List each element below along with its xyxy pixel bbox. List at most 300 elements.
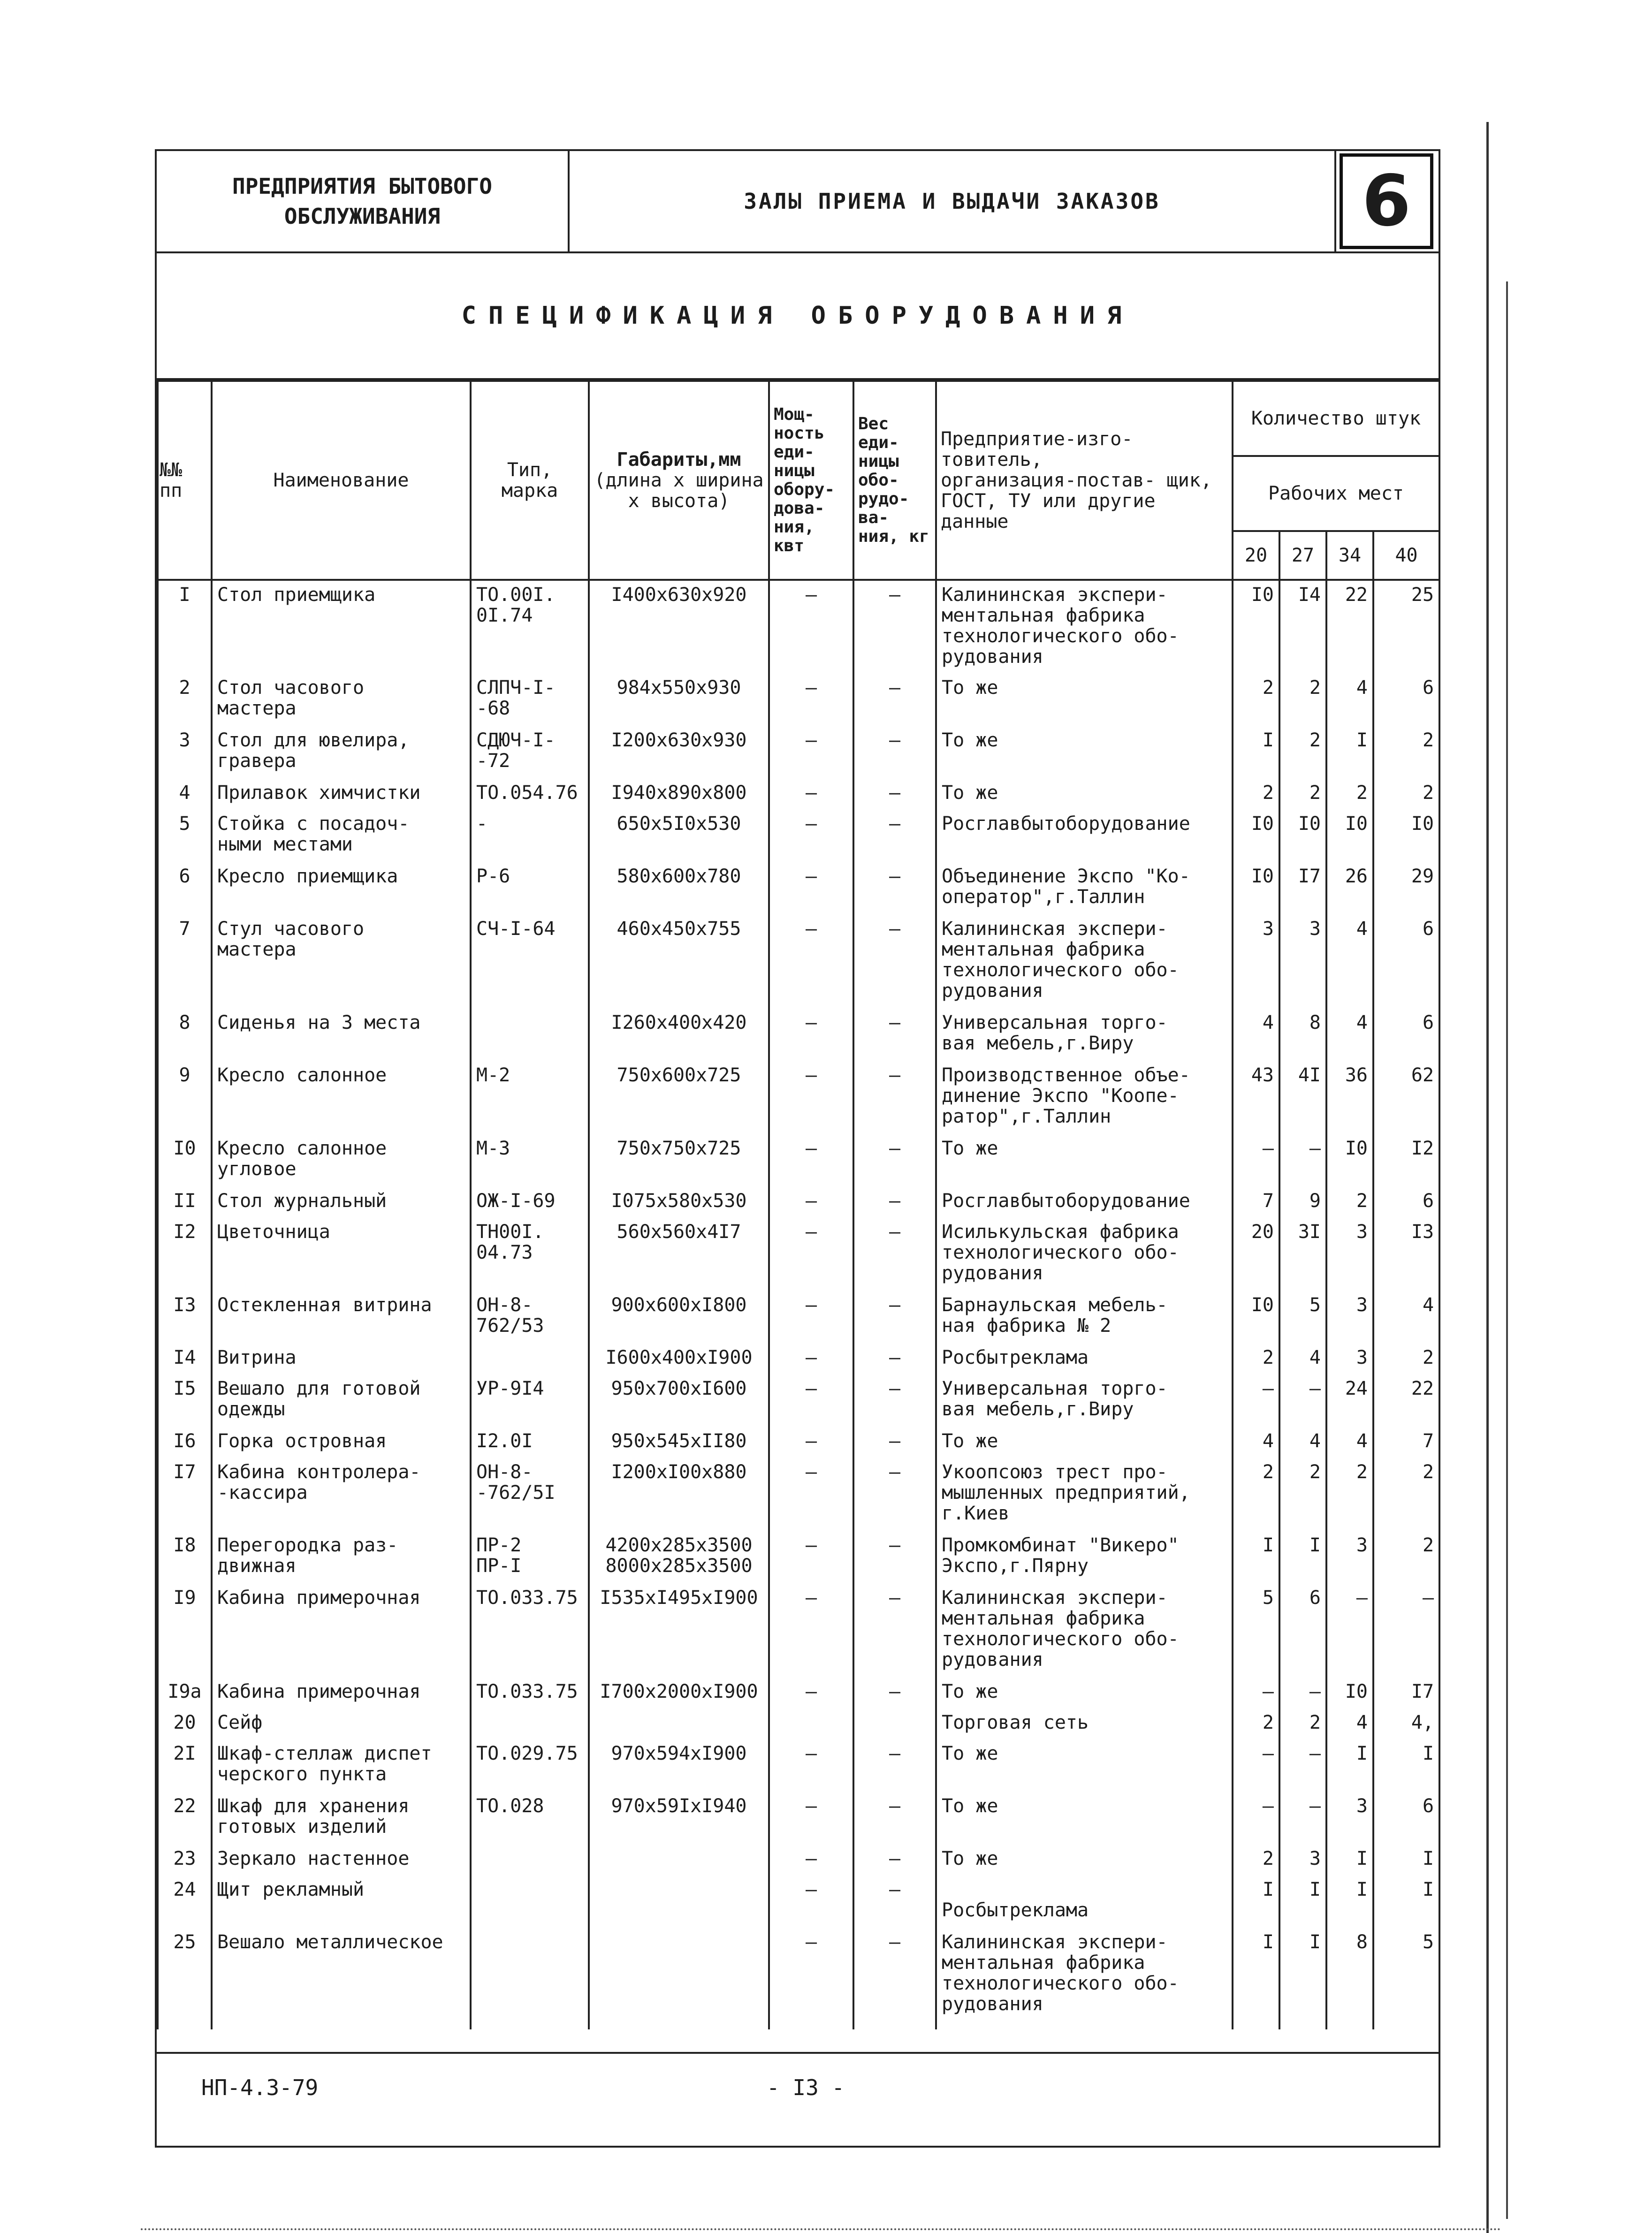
column-header-qty-34: 34 [1326, 531, 1373, 580]
equipment-dimensions: 580x600x780 [589, 862, 769, 915]
quantity-34: 8 [1326, 1928, 1373, 2022]
equipment-dimensions: 984x550x930 [589, 674, 769, 726]
quantity-34: 3 [1326, 1531, 1373, 1584]
equipment-name: Сейф [212, 1709, 471, 1739]
equipment-weight: – [853, 1009, 936, 1061]
table-row [158, 1792, 1439, 1845]
equipment-type [471, 1344, 589, 1375]
equipment-table-body [158, 580, 1439, 2029]
quantity-27: I [1279, 1928, 1326, 2022]
row-number: 25 [158, 1928, 212, 2022]
row-number: I2 [158, 1218, 212, 1291]
column-header-number: №№ пп [158, 381, 212, 580]
quantity-40: 6 [1373, 1187, 1439, 1218]
equipment-power: – [769, 1928, 853, 2022]
equipment-type: ПР-2 ПР-I [471, 1531, 589, 1584]
equipment-manufacturer: То же [936, 1427, 1233, 1458]
equipment-power [769, 1709, 853, 1739]
equipment-name: Стойка с посадоч- ными местами [212, 810, 471, 862]
equipment-manufacturer: Барнаульская мебель- ная фабрика № 2 [936, 1291, 1233, 1344]
quantity-20: 2 [1233, 1845, 1279, 1876]
row-number: I6 [158, 1427, 212, 1458]
equipment-manufacturer: Калининская экспери- ментальная фабрика технологического обо- рудования [936, 915, 1233, 1009]
quantity-40: 5 [1373, 1928, 1439, 2022]
equipment-weight: – [853, 1928, 936, 2022]
quantity-20: 4 [1233, 1427, 1279, 1458]
table-row [158, 1291, 1439, 1344]
equipment-name: Кресло салонное [212, 1061, 471, 1134]
quantity-27: 2 [1279, 1709, 1326, 1739]
page-number: - I3 - [767, 2075, 845, 2100]
table-row [158, 1876, 1439, 1928]
row-number: I3 [158, 1291, 212, 1344]
quantity-20: I [1233, 1876, 1279, 1928]
table-row [158, 1928, 1439, 2022]
quantity-27: 4 [1279, 1344, 1326, 1375]
table-row [158, 1739, 1439, 1792]
equipment-dimensions: 900x600xI800 [589, 1291, 769, 1344]
quantity-27: – [1279, 1375, 1326, 1427]
quantity-20: I [1233, 1531, 1279, 1584]
quantity-40: 2 [1373, 1458, 1439, 1531]
equipment-dimensions: I940x890x800 [589, 779, 769, 810]
equipment-dimensions: 460x450x755 [589, 915, 769, 1009]
table-row [158, 810, 1439, 862]
equipment-manufacturer: То же [936, 1739, 1233, 1792]
quantity-27: I [1279, 1876, 1326, 1928]
equipment-name: Шкаф-стеллаж диспет черского пункта [212, 1739, 471, 1792]
quantity-34: 4 [1326, 674, 1373, 726]
equipment-weight: – [853, 1134, 936, 1187]
equipment-name: Стол для ювелира, гравера [212, 726, 471, 779]
quantity-40: 6 [1373, 674, 1439, 726]
equipment-manufacturer: Универсальная торго- вая мебель,г.Виру [936, 1375, 1233, 1427]
table-row [158, 779, 1439, 810]
cut-line [141, 2228, 1501, 2230]
row-number: I9 [158, 1584, 212, 1678]
quantity-20: – [1233, 1792, 1279, 1845]
filler-cell [589, 2022, 769, 2029]
row-number: 23 [158, 1845, 212, 1876]
equipment-weight: – [853, 1458, 936, 1531]
table-row [158, 862, 1439, 915]
equipment-weight: – [853, 1876, 936, 1928]
equipment-type: М-3 [471, 1134, 589, 1187]
quantity-20: – [1233, 1739, 1279, 1792]
equipment-weight: – [853, 1739, 936, 1792]
quantity-27: 4 [1279, 1427, 1326, 1458]
column-header-type: Тип, марка [471, 381, 589, 580]
equipment-power: – [769, 915, 853, 1009]
quantity-27: I7 [1279, 862, 1326, 915]
quantity-27: 5 [1279, 1291, 1326, 1344]
quantity-27: I [1279, 1531, 1326, 1584]
equipment-name: Цветочница [212, 1218, 471, 1291]
equipment-dimensions: 970x594xI900 [589, 1739, 769, 1792]
equipment-weight: – [853, 1061, 936, 1134]
quantity-40: – [1373, 1584, 1439, 1678]
equipment-manufacturer: Росбытреклама [936, 1344, 1233, 1375]
equipment-manufacturer: Производственное объе- динение Экспо "Коопе- ратор",г.Таллин [936, 1061, 1233, 1134]
sheet-number-cell [1334, 151, 1439, 251]
equipment-power: – [769, 1291, 853, 1344]
quantity-27: 2 [1279, 674, 1326, 726]
equipment-weight: – [853, 1187, 936, 1218]
equipment-dimensions: I535xI495xI900 [589, 1584, 769, 1678]
equipment-dimensions: 560x560x4I7 [589, 1218, 769, 1291]
manufacturer-header-line-3: ГОСТ, ТУ или другие данные [941, 490, 1156, 532]
column-header-manufacturer [936, 381, 1233, 580]
row-number: 2I [158, 1739, 212, 1792]
quantity-27: 3 [1279, 1845, 1326, 1876]
quantity-27: – [1279, 1678, 1326, 1709]
table-row [158, 1134, 1439, 1187]
row-number: I4 [158, 1344, 212, 1375]
equipment-weight: – [853, 1291, 936, 1344]
equipment-type [471, 1709, 589, 1739]
quantity-40: 2 [1373, 1531, 1439, 1584]
section-title: ЗАЛЫ ПРИЕМА И ВЫДАЧИ ЗАКАЗОВ [570, 151, 1336, 251]
equipment-name: Перегородка раз- движная [212, 1531, 471, 1584]
equipment-table [157, 380, 1440, 2029]
column-header-weight: Вес еди- ницы обо- рудо- ва- ния, кг [853, 381, 936, 580]
equipment-weight: – [853, 1792, 936, 1845]
quantity-34: 4 [1326, 1009, 1373, 1061]
equipment-type [471, 1009, 589, 1061]
equipment-type: ТО.028 [471, 1792, 589, 1845]
quantity-27: 8 [1279, 1009, 1326, 1061]
row-number: II [158, 1187, 212, 1218]
quantity-20: 2 [1233, 1709, 1279, 1739]
filler-cell [1233, 2022, 1279, 2029]
quantity-20: – [1233, 1375, 1279, 1427]
equipment-weight: – [853, 1375, 936, 1427]
quantity-27: 6 [1279, 1584, 1326, 1678]
table-row [158, 1427, 1439, 1458]
equipment-weight: – [853, 915, 936, 1009]
equipment-type: М-2 [471, 1061, 589, 1134]
table-row [158, 1531, 1439, 1584]
equipment-manufacturer: То же [936, 1678, 1233, 1709]
quantity-34: I [1326, 726, 1373, 779]
quantity-20: 3 [1233, 915, 1279, 1009]
filler-cell [936, 2022, 1233, 2029]
equipment-power: – [769, 580, 853, 674]
equipment-weight: – [853, 726, 936, 779]
row-number: 4 [158, 779, 212, 810]
equipment-type: ТО.029.75 [471, 1739, 589, 1792]
quantity-27: 2 [1279, 779, 1326, 810]
equipment-weight: – [853, 779, 936, 810]
equipment-manufacturer: Калининская экспери- ментальная фабрика технологического обо- рудования [936, 1584, 1233, 1678]
table-row [158, 1344, 1439, 1375]
equipment-name: Вешало металлическое [212, 1928, 471, 2022]
quantity-40: I2 [1373, 1134, 1439, 1187]
equipment-type: СЧ-I-64 [471, 915, 589, 1009]
equipment-type: - [471, 810, 589, 862]
equipment-name: Стол приемщика [212, 580, 471, 674]
row-number: 3 [158, 726, 212, 779]
binding-line [1486, 122, 1489, 2233]
equipment-dimensions: I400x630x920 [589, 580, 769, 674]
row-number: 22 [158, 1792, 212, 1845]
filler-cell [769, 2022, 853, 2029]
quantity-27: 2 [1279, 1458, 1326, 1531]
quantity-40: I [1373, 1739, 1439, 1792]
equipment-manufacturer: Росглавбытоборудование [936, 810, 1233, 862]
quantity-20: I0 [1233, 1291, 1279, 1344]
equipment-power: – [769, 1218, 853, 1291]
table-row [158, 1845, 1439, 1876]
quantity-27: 4I [1279, 1061, 1326, 1134]
table-row [158, 726, 1439, 779]
column-header-dimensions [589, 381, 769, 580]
equipment-power: – [769, 1187, 853, 1218]
manufacturer-header-line-2: организация-постав- щик, [941, 470, 1212, 491]
equipment-dimensions [589, 1876, 769, 1928]
quantity-20: – [1233, 1678, 1279, 1709]
equipment-power: – [769, 1678, 853, 1709]
quantity-34: 26 [1326, 862, 1373, 915]
equipment-manufacturer: Калининская экспери- ментальная фабрика технологического обо- рудования [936, 580, 1233, 674]
quantity-40: 7 [1373, 1427, 1439, 1458]
quantity-20: 2 [1233, 779, 1279, 810]
quantity-34: 4 [1326, 1709, 1373, 1739]
quantity-40: 25 [1373, 580, 1439, 674]
quantity-34: I [1326, 1845, 1373, 1876]
quantity-34: 2 [1326, 779, 1373, 810]
equipment-dimensions: I075x580x530 [589, 1187, 769, 1218]
quantity-20: 2 [1233, 1344, 1279, 1375]
quantity-34: I0 [1326, 1134, 1373, 1187]
row-number: I9а [158, 1678, 212, 1709]
quantity-27: 3I [1279, 1218, 1326, 1291]
quantity-40: 4 [1373, 1291, 1439, 1344]
equipment-dimensions: I200xI00x880 [589, 1458, 769, 1531]
equipment-name: Прилавок химчистки [212, 779, 471, 810]
table-row [158, 674, 1439, 726]
filler-cell [1326, 2022, 1373, 2029]
quantity-40: 22 [1373, 1375, 1439, 1427]
filler-cell [1279, 2022, 1326, 2029]
equipment-manufacturer: Калининская экспери- ментальная фабрика технологического обо- рудования [936, 1928, 1233, 2022]
quantity-34: 3 [1326, 1792, 1373, 1845]
equipment-manufacturer: То же [936, 674, 1233, 726]
organization-cell [157, 151, 570, 251]
filler-cell [853, 2022, 936, 2029]
equipment-type: Р-6 [471, 862, 589, 915]
quantity-34: – [1326, 1584, 1373, 1678]
equipment-dimensions: 750x600x725 [589, 1061, 769, 1134]
quantity-34: 24 [1326, 1375, 1373, 1427]
dimensions-header-line-1: Габариты,мм [617, 449, 741, 471]
title-block [157, 151, 1439, 253]
equipment-power: – [769, 1792, 853, 1845]
quantity-40: 6 [1373, 1009, 1439, 1061]
equipment-name: Шкаф для хранения готовых изделий [212, 1792, 471, 1845]
equipment-manufacturer: То же [936, 1845, 1233, 1876]
column-header-qty-40: 40 [1373, 531, 1439, 580]
quantity-20: 43 [1233, 1061, 1279, 1134]
organization-line-2: ОБСЛУЖИВАНИЯ [284, 204, 441, 229]
row-number: 2 [158, 674, 212, 726]
row-number: 20 [158, 1709, 212, 1739]
quantity-40: 2 [1373, 726, 1439, 779]
table-row [158, 580, 1439, 674]
quantity-34: 22 [1326, 580, 1373, 674]
equipment-manufacturer: То же [936, 779, 1233, 810]
equipment-type: ОН-8- 762/53 [471, 1291, 589, 1344]
binding-line-inner [1506, 281, 1508, 2219]
equipment-dimensions: I700x2000xI900 [589, 1678, 769, 1709]
quantity-40: I7 [1373, 1678, 1439, 1709]
quantity-34: I0 [1326, 1678, 1373, 1709]
quantity-40: 4, [1373, 1709, 1439, 1739]
equipment-weight: – [853, 862, 936, 915]
table-row [158, 1375, 1439, 1427]
quantity-34: I0 [1326, 810, 1373, 862]
equipment-power: – [769, 1061, 853, 1134]
equipment-dimensions [589, 1709, 769, 1739]
quantity-20: I [1233, 726, 1279, 779]
quantity-34: 3 [1326, 1344, 1373, 1375]
equipment-weight: – [853, 1678, 936, 1709]
quantity-40: I [1373, 1845, 1439, 1876]
quantity-40: I [1373, 1876, 1439, 1928]
table-row [158, 1187, 1439, 1218]
quantity-34: 2 [1326, 1187, 1373, 1218]
quantity-20: – [1233, 1134, 1279, 1187]
quantity-27: – [1279, 1792, 1326, 1845]
organization-line-1: ПРЕДПРИЯТИЯ БЫТОВОГО [232, 174, 492, 199]
equipment-manufacturer: Промкомбинат "Викеро" Экспо,г.Пярну [936, 1531, 1233, 1584]
equipment-manufacturer: Торговая сеть [936, 1709, 1233, 1739]
quantity-27: 9 [1279, 1187, 1326, 1218]
column-header-name: Наименование [212, 381, 471, 580]
quantity-27: – [1279, 1134, 1326, 1187]
equipment-power: – [769, 726, 853, 779]
row-number: I0 [158, 1134, 212, 1187]
row-number: 5 [158, 810, 212, 862]
quantity-34: 2 [1326, 1458, 1373, 1531]
equipment-weight: – [853, 580, 936, 674]
quantity-20: I0 [1233, 810, 1279, 862]
row-number: I5 [158, 1375, 212, 1427]
filler-cell [471, 2022, 589, 2029]
equipment-manufacturer: Росглавбытоборудование [936, 1187, 1233, 1218]
equipment-type: ТО.054.76 [471, 779, 589, 810]
table-row [158, 1458, 1439, 1531]
equipment-type: I2.0I [471, 1427, 589, 1458]
equipment-dimensions: 650x5I0x530 [589, 810, 769, 862]
equipment-dimensions: I600x400xI900 [589, 1344, 769, 1375]
column-header-qty-27: 27 [1279, 531, 1326, 580]
equipment-name: Кабина контролера- -кассира [212, 1458, 471, 1531]
equipment-type: ТО.033.75 [471, 1678, 589, 1709]
equipment-power: – [769, 1375, 853, 1427]
equipment-dimensions: 750x750x725 [589, 1134, 769, 1187]
document-code: НП-4.3-79 [201, 2075, 319, 2100]
filler-cell [212, 2022, 471, 2029]
equipment-type: ОН-8- -762/5I [471, 1458, 589, 1531]
equipment-name: Кресло приемщика [212, 862, 471, 915]
quantity-34: I [1326, 1739, 1373, 1792]
equipment-type: ТО.033.75 [471, 1584, 589, 1678]
table-row [158, 1709, 1439, 1739]
equipment-weight: – [853, 1427, 936, 1458]
equipment-type: ТН00I. 04.73 [471, 1218, 589, 1291]
equipment-dimensions: 970x59IxI940 [589, 1792, 769, 1845]
quantity-27: 3 [1279, 915, 1326, 1009]
equipment-weight: – [853, 1531, 936, 1584]
table-row [158, 1061, 1439, 1134]
quantity-20: I0 [1233, 580, 1279, 674]
quantity-40: I0 [1373, 810, 1439, 862]
equipment-type: СДЮЧ-I- -72 [471, 726, 589, 779]
quantity-20: I0 [1233, 862, 1279, 915]
equipment-type: УР-9I4 [471, 1375, 589, 1427]
footer [157, 2052, 1439, 2146]
equipment-name: Кресло салонное угловое [212, 1134, 471, 1187]
row-number: 24 [158, 1876, 212, 1928]
equipment-power: – [769, 779, 853, 810]
row-number: I7 [158, 1458, 212, 1531]
equipment-power: – [769, 810, 853, 862]
equipment-type: ТО.00I. 0I.74 [471, 580, 589, 674]
table-row [158, 1678, 1439, 1709]
quantity-40: I3 [1373, 1218, 1439, 1291]
equipment-weight: – [853, 810, 936, 862]
equipment-dimensions: 950x545xII80 [589, 1427, 769, 1458]
equipment-power: – [769, 1134, 853, 1187]
equipment-power: – [769, 1739, 853, 1792]
row-number: 6 [158, 862, 212, 915]
equipment-manufacturer: То же [936, 726, 1233, 779]
equipment-name: Зеркало настенное [212, 1845, 471, 1876]
filler-cell [1373, 2022, 1439, 2029]
column-header-workplaces: Рабочих мест [1233, 456, 1439, 531]
column-header-power: Мощ- ность еди- ницы обору- дова- ния, квт [769, 381, 853, 580]
equipment-weight: – [853, 1218, 936, 1291]
table-row [158, 1584, 1439, 1678]
equipment-weight: – [853, 1584, 936, 1678]
equipment-dimensions [589, 1845, 769, 1876]
equipment-name: Вешало для готовой одежды [212, 1375, 471, 1427]
quantity-34: 36 [1326, 1061, 1373, 1134]
equipment-manufacturer: Росбытреклама [936, 1876, 1233, 1928]
equipment-power: – [769, 1845, 853, 1876]
equipment-weight: – [853, 1845, 936, 1876]
quantity-40: 6 [1373, 915, 1439, 1009]
quantity-40: 6 [1373, 1792, 1439, 1845]
quantity-34: 3 [1326, 1218, 1373, 1291]
quantity-20: 5 [1233, 1584, 1279, 1678]
equipment-manufacturer: Универсальная торго- вая мебель,г.Виру [936, 1009, 1233, 1061]
equipment-name: Кабина примерочная [212, 1584, 471, 1678]
quantity-20: 2 [1233, 674, 1279, 726]
equipment-name: Стол журнальный [212, 1187, 471, 1218]
equipment-weight: – [853, 674, 936, 726]
equipment-name: Сиденья на 3 места [212, 1009, 471, 1061]
quantity-40: 2 [1373, 1344, 1439, 1375]
table-row [158, 915, 1439, 1009]
equipment-manufacturer: То же [936, 1134, 1233, 1187]
equipment-power: – [769, 1876, 853, 1928]
equipment-name: Витрина [212, 1344, 471, 1375]
equipment-weight [853, 1709, 936, 1739]
equipment-type [471, 1876, 589, 1928]
dimensions-header-line-2: (длина х ширина х высота) [594, 470, 764, 512]
